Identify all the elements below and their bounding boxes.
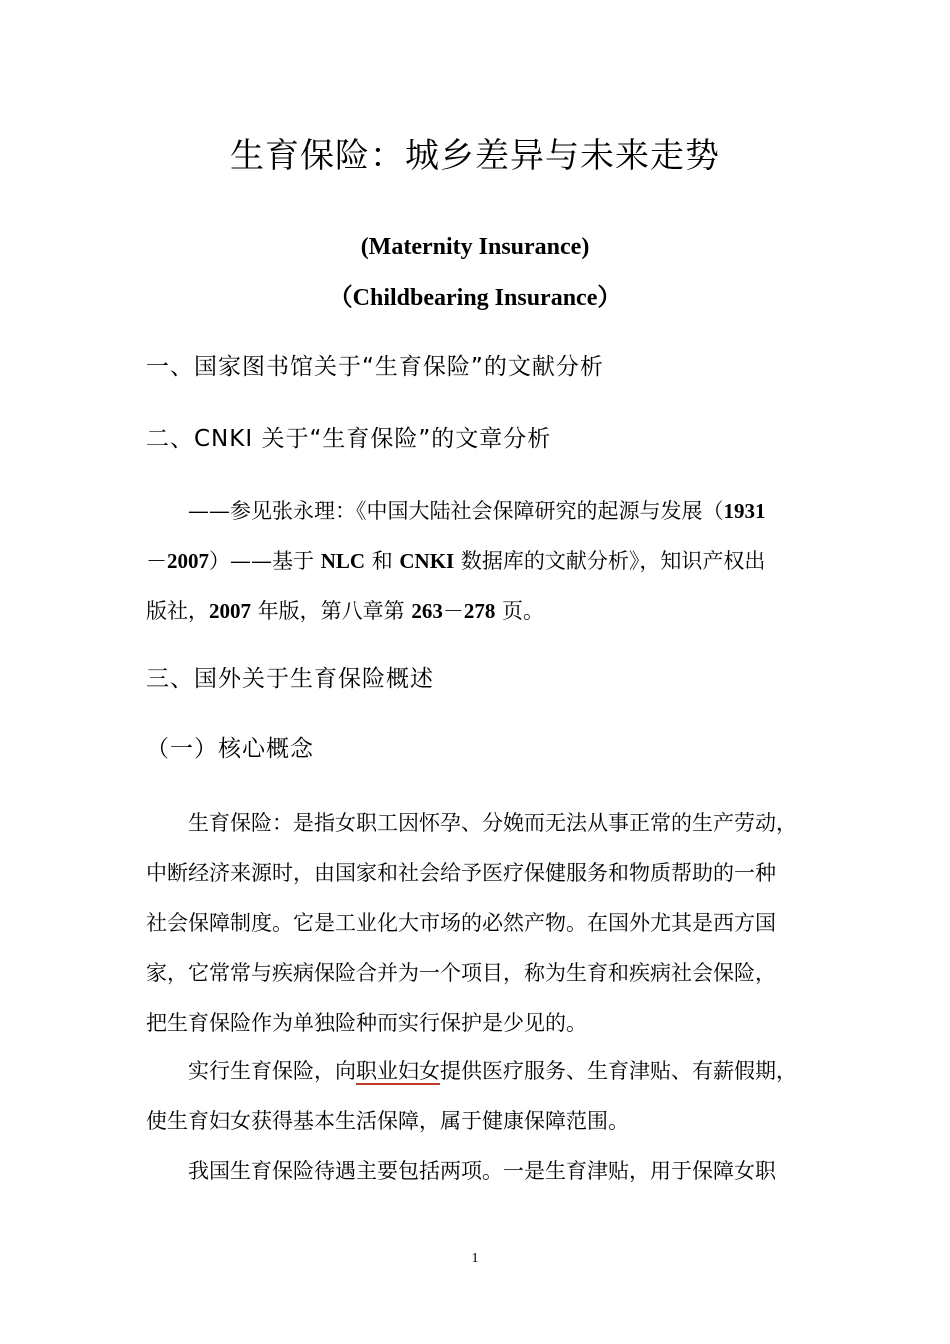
reference-db-nlc: NLC: [320, 549, 366, 573]
reference-text: 和: [365, 549, 400, 573]
reference-paragraph: [146, 486, 806, 636]
reference-db-cnki: CNKI: [399, 549, 455, 573]
section-heading-1: 一、国家图书馆关于“生育保险”的文献分析: [146, 354, 604, 380]
paragraph-line: 中断经济来源时，由国家和社会给予医疗保健服务和物质帮助的一种: [146, 861, 776, 885]
paragraph-text: 实行生育保险，向: [188, 1059, 356, 1083]
reference-text: 页。: [495, 599, 545, 623]
reference-page-start: 263: [411, 599, 443, 623]
reference-text: 数据库的文献分析》，知识产权出: [454, 549, 766, 573]
paragraph-line: 家，它常常与疾病保险合并为一个项目，称为生育和疾病社会保险，: [146, 961, 776, 985]
english-subtitle-1: (Maternity Insurance): [360, 234, 590, 260]
reference-line-2: [146, 536, 806, 586]
paragraph-line: 使生育妇女获得基本生活保障，属于健康保障范围。: [146, 1109, 629, 1133]
reference-text: －: [146, 549, 167, 573]
reference-text: 版社，: [146, 599, 209, 623]
reference-text: －: [442, 599, 464, 623]
paragraph-text: 提供医疗服务、生育津贴、有薪假期，: [440, 1059, 797, 1083]
underlined-term: 职业妇女: [356, 1059, 440, 1083]
paragraph-line: 把生育保险作为单独险种而实行保护是少见的。: [146, 1011, 587, 1035]
paragraph-line: 社会保障制度。它是工业化大市场的必然产物。在国外尤其是西方国: [146, 911, 776, 935]
paragraph-line: [146, 1046, 806, 1096]
page-title: 生育保险：城乡差异与未来走势: [230, 136, 720, 176]
reference-page-end: 278: [463, 599, 496, 623]
reference-year: 2007: [209, 599, 251, 623]
paragraph-3: [146, 1146, 806, 1196]
paragraph-1: [146, 798, 806, 1048]
reference-text: ——参见张永理：《中国大陆社会保障研究的起源与发展（: [188, 499, 724, 523]
reference-text: ）——基于: [209, 549, 321, 573]
section-heading-2: 二、CNKI 关于“生育保险”的文章分析: [146, 426, 552, 452]
subsection-heading-1: （一）核心概念: [146, 736, 314, 762]
paragraph-line: 我国生育保险待遇主要包括两项。一是生育津贴，用于保障女职: [188, 1159, 776, 1183]
reference-line-1: [146, 486, 806, 536]
reference-text: 年版，第八章第: [251, 599, 412, 623]
paragraph-2: [146, 1046, 806, 1146]
reference-year: 2007: [167, 549, 209, 573]
reference-year: 1931: [723, 499, 766, 523]
reference-line-3: [146, 586, 806, 636]
section-heading-3: 三、国外关于生育保险概述: [146, 666, 434, 692]
english-subtitle-2: （Childbearing Insurance）: [328, 285, 622, 311]
page-number: 1: [471, 1251, 479, 1266]
paragraph-line: 生育保险：是指女职工因怀孕、分娩而无法从事正常的生产劳动，: [188, 811, 797, 835]
